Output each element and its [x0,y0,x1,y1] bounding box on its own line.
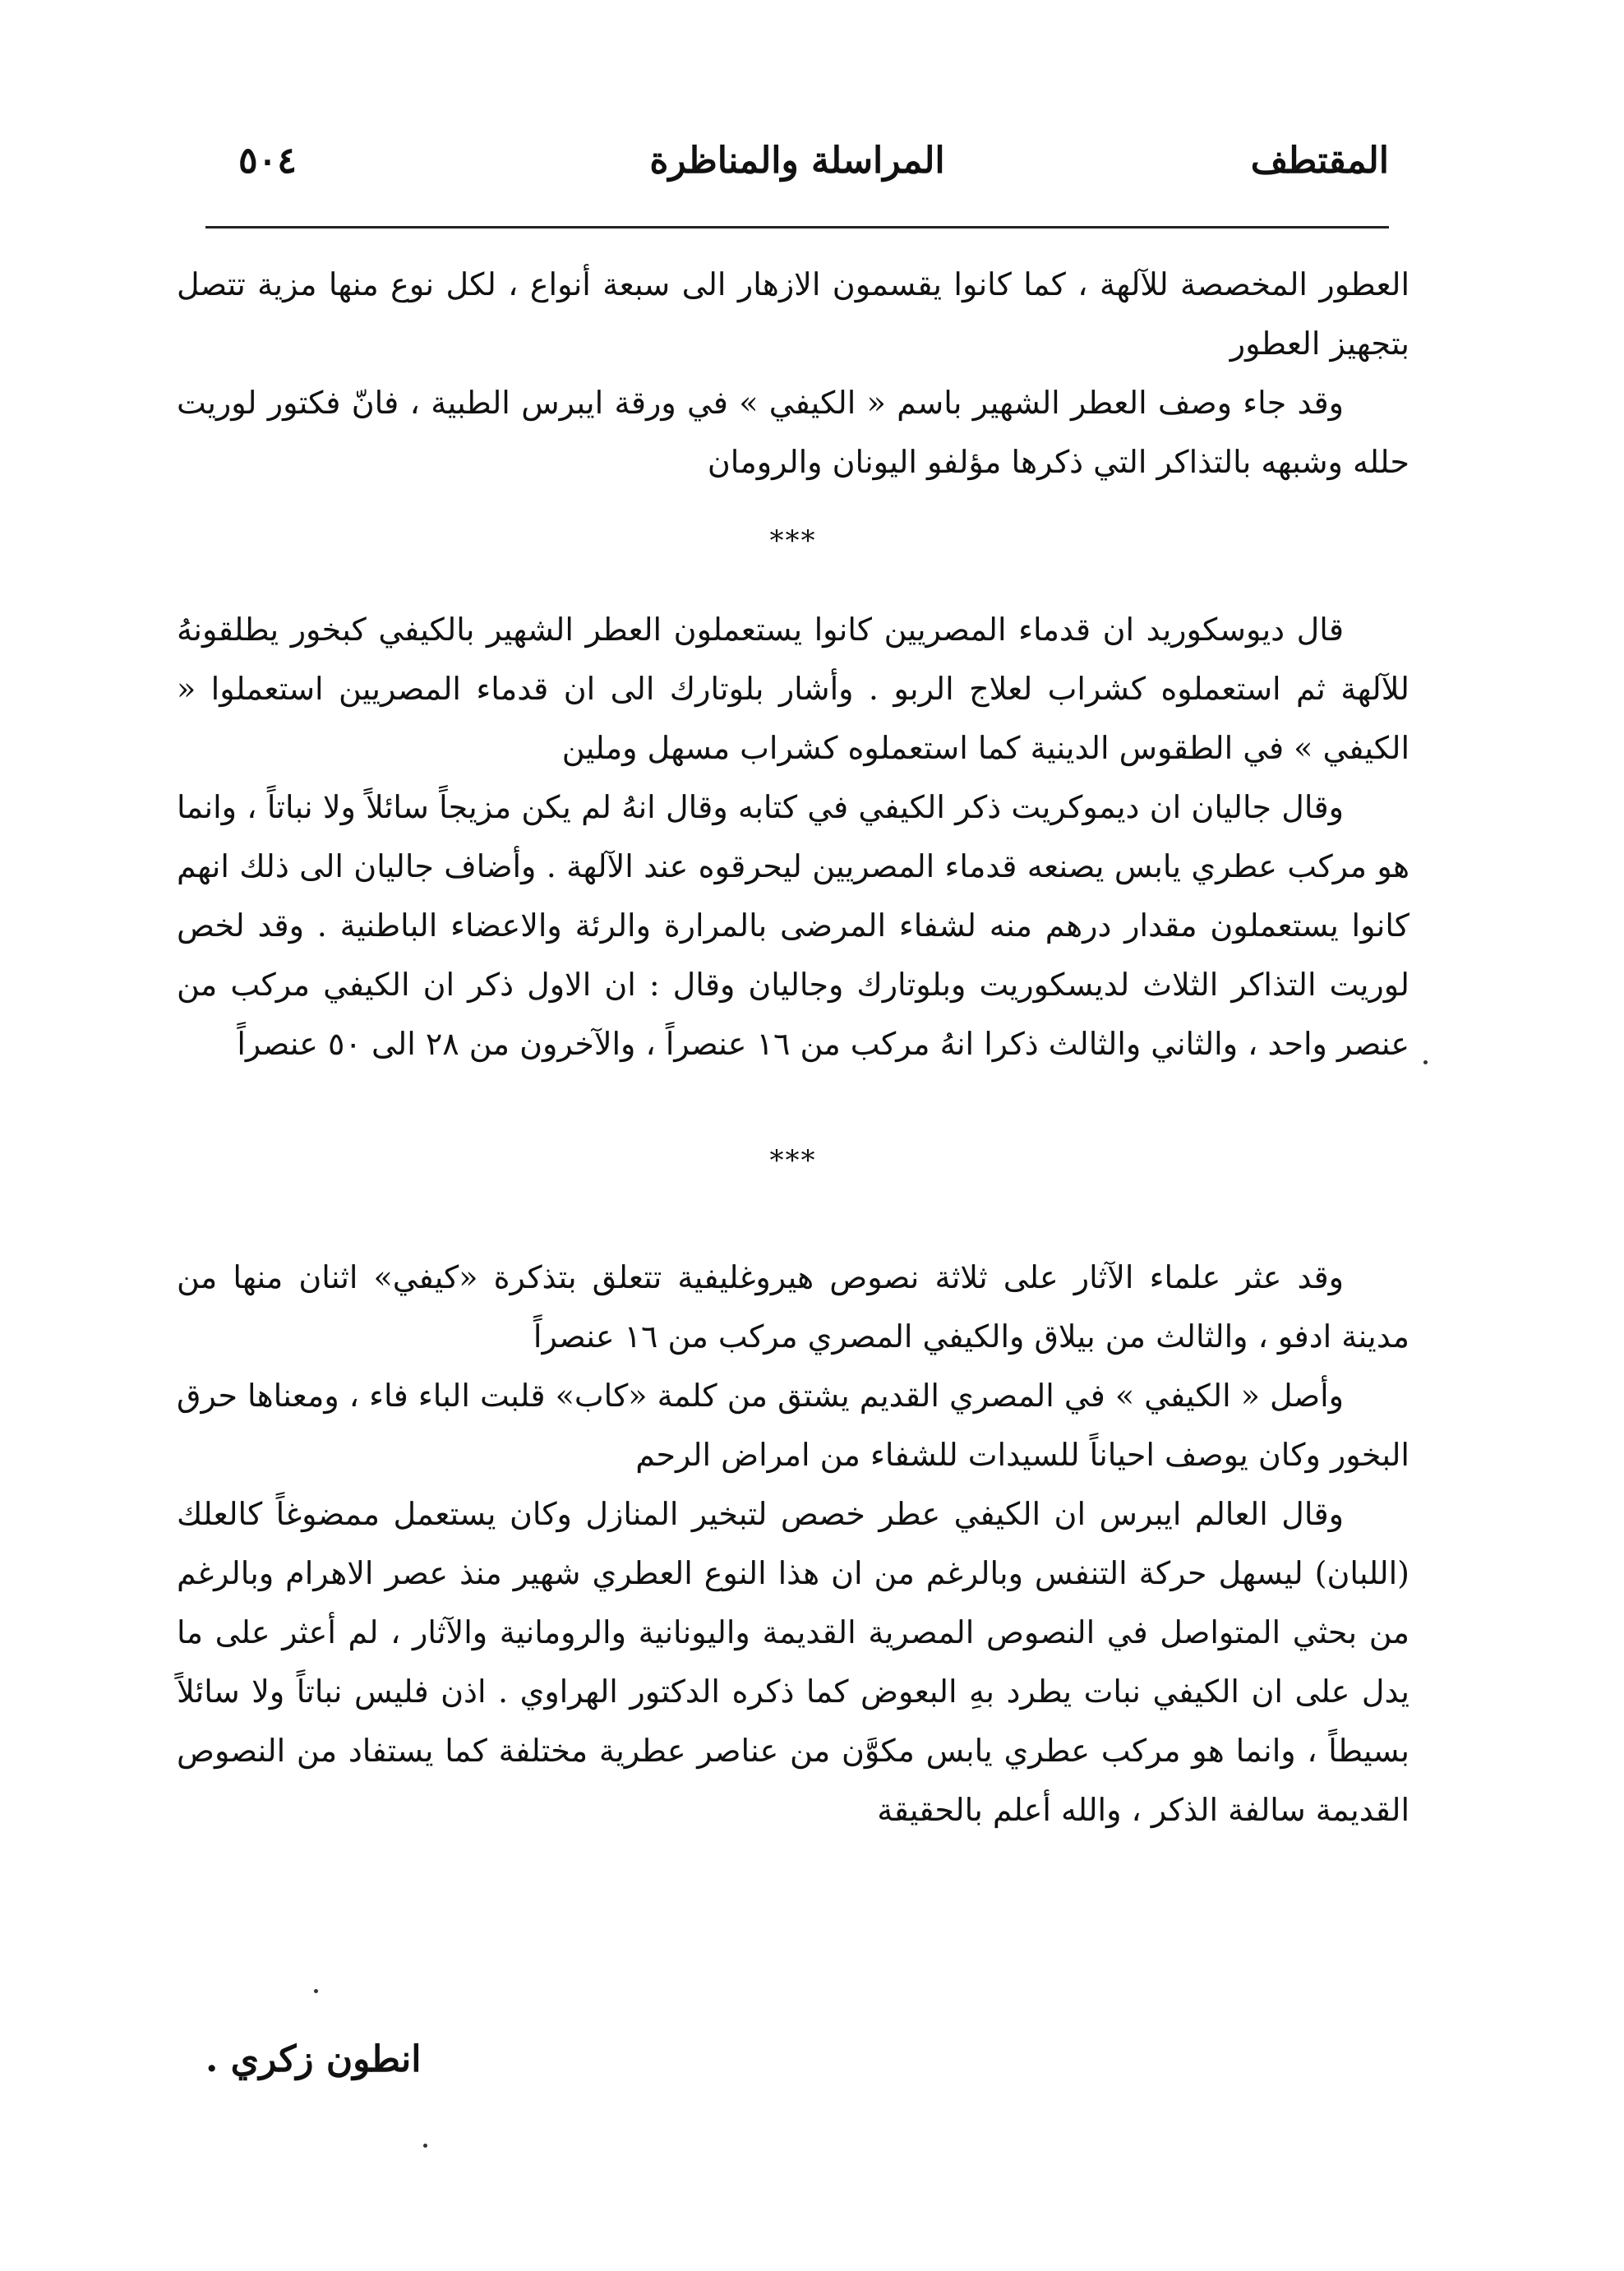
paragraph: وقال جاليان ان ديموكريت ذكر الكيفي في كتابه وقال انهُ لم يكن مزيجاً سائلاً ولا نباتاً ، وانما هو مركب عطري يابس يصنعه قدماء المصريين ليحرقوه عند الآلهة . وأضاف جاليان الى ذلك انهم كانوا يستعملون مقدار درهم منه لشفاء المرضى بالمرارة والرئة والاعضاء الباطنية . وقد لخص لوريت التذاكر الثلاث لديسكوريت وبلوتارك وجاليان وقال : ان الاول ذكر ان الكيفي مركب من عنصر واحد ، والثاني والثالث ذكرا انهُ مركب من ١٦ عنصراً ، والآخرون من ٢٨ الى ٥٠ عنصراً [177,789,1409,1062]
article-body [177,255,1409,1839]
page-number: ٥٠٤ [238,140,297,182]
page-header [205,140,1389,214]
journal-name: المقتطف [1250,140,1389,182]
section-separator: *** [769,524,817,557]
section-title: المراسلة والمناظرة [649,140,945,182]
paragraph: وقد عثر علماء الآثار على ثلاثة نصوص هيروغليفية تتعلق بتذكرة «كيفي» اثنان منها من مدينة ادفو ، والثالث من بيلاق والكيفي المصري مركب من ١٦ عنصراً [177,1259,1409,1355]
paragraph: قال ديوسكوريد ان قدماء المصريين كانوا يستعملون العطر الشهير بالكيفي كبخور يطلقونهُ للآلهة ثم استعملوه كشراب لعلاج الربو . وأشار بلوتارك الى ان قدماء المصريين استعملوا « الكيفي » في الطقوس الدينية كما استعملوه كشراب مسهل وملين [177,612,1409,766]
paragraph: وقال العالم ايبرس ان الكيفي عطر خصص لتبخير المنازل وكان يستعمل ممضوغاً كالعلك (اللبان) ليسهل حركة التنفس وبالرغم من ان هذا النوع العطري شهير منذ عصر الاهرام وبالرغم من بحثي المتواصل في النصوص المصرية القديمة واليونانية والرومانية والآثار ، لم أعثر على ما يدل على ان الكيفي نبات يطرد بهِ البعوض كما ذكره الدكتور الهراوي . اذن فليس نباتاً ولا سائلاً بسيطاً ، وانما هو مركب عطري يابس مكوَّن من عناصر عطرية مختلفة كما يستفاد من النصوص القديمة سالفة الذكر ، والله أعلم بالحقيقة [177,1496,1409,1828]
scan-speck [1423,1060,1428,1064]
author-signature: انطون زكري . [205,2038,422,2080]
header-divider [205,226,1389,228]
paragraph: وقد جاء وصف العطر الشهير باسم « الكيفي » في ورقة ايبرس الطبية ، فانّ فكتور لوريت حلله وشبهه بالتذاكر التي ذكرها مؤلفو اليونان والرومان [177,385,1409,480]
paragraph: وأصل « الكيفي » في المصري القديم يشتق من كلمة «كاب» قلبت الباء فاء ، ومعناها حرق البخور وكان يوصف احياناً للسيدات للشفاء من امراض الرحم [177,1378,1409,1473]
scan-speck [314,1989,318,1993]
scan-speck [423,2144,427,2148]
section-separator: *** [769,1144,817,1177]
paragraph: العطور المخصصة للآلهة ، كما كانوا يقسمون الازهار الى سبعة أنواع ، لكل نوع منها مزية تتصل بتجهيز العطور [177,266,1409,362]
